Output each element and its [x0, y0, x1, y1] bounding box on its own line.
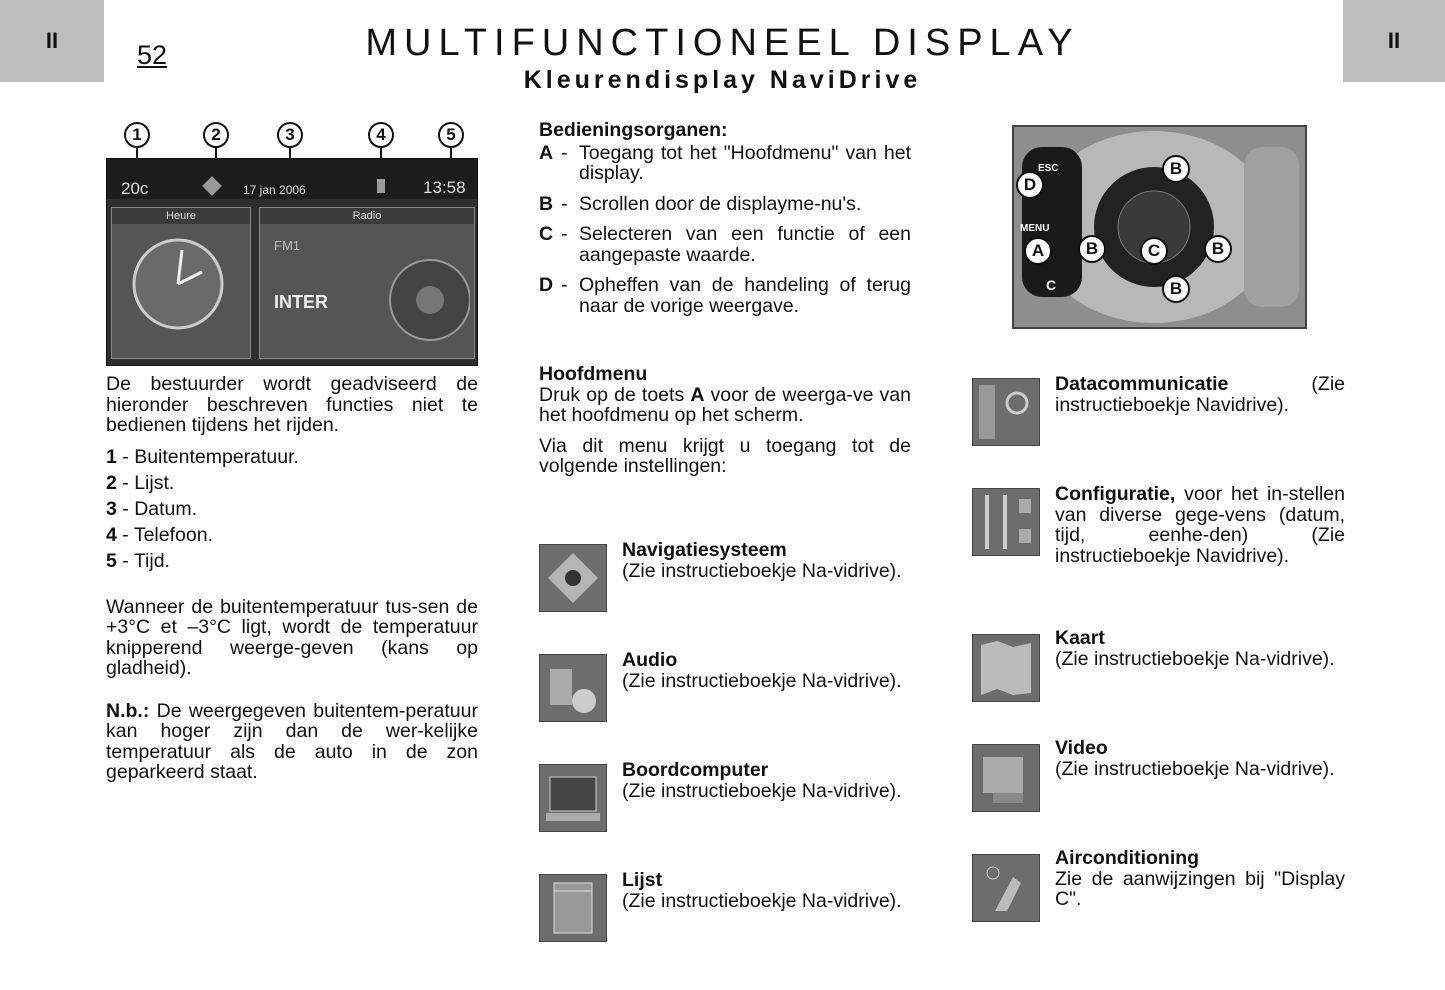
display-temp: 20c — [121, 179, 149, 198]
video-icon — [972, 744, 1040, 812]
list-item: 2 - Lijst. — [106, 471, 175, 494]
menu-item-configuration: Configuratie, voor het in-stellen van diverse gege-vens (datum, tijd, eenhe-den) (Zie instructieboekje Navidrive). — [1055, 483, 1345, 567]
display-time: 13:58 — [423, 178, 466, 197]
marker-3: 3 — [277, 122, 303, 148]
marker-1: 1 — [124, 122, 150, 148]
control-item-b: B - Scrollen door de displayme-nu's. — [539, 192, 862, 215]
radio-panel — [259, 207, 475, 359]
list-item: 3 - Datum. — [106, 497, 198, 520]
audio-icon — [539, 654, 607, 722]
pad-label-b-top: B — [1162, 155, 1190, 183]
navidrive-display-image — [106, 158, 478, 366]
navigation-icon — [539, 544, 607, 612]
menu-item-list: Lijst (Zie instructieboekje Na-vidrive). — [622, 869, 902, 912]
main-menu-heading: Hoofdmenu — [539, 363, 648, 385]
menu-item-map: Kaart (Zie instructieboekje Na-vidrive). — [1055, 627, 1335, 670]
computer-icon — [539, 764, 607, 832]
data-communication-icon — [972, 378, 1040, 446]
clock-panel — [111, 207, 251, 359]
display-markers — [106, 122, 478, 158]
list-icon — [202, 176, 222, 196]
list-item: 1 - Buitentemperatuur. — [106, 445, 299, 468]
column-left — [106, 374, 478, 783]
controls-heading: Bedieningsorganen: — [539, 119, 728, 141]
driving-warning: De bestuurder wordt geadviseerd de hieronder beschreven functies niet te bedienen tijdens het rijden. — [106, 373, 478, 436]
page-title: MULTIFUNCTIONEEL DISPLAY — [365, 22, 1080, 64]
list-item: 4 - Telefoon. — [106, 523, 213, 546]
speaker-icon — [380, 244, 470, 344]
pad-label-d: D — [1016, 171, 1044, 199]
control-item-d: D - Opheffen van de handeling of terug naar de vorige weergave. — [539, 274, 911, 317]
marker-4: 4 — [368, 122, 394, 148]
c-label: C — [1046, 277, 1057, 293]
configuration-icon — [972, 488, 1040, 556]
pad-label-b-left: B — [1078, 235, 1106, 263]
esc-label: ESC — [1038, 163, 1059, 174]
menu-item-data-communication: Datacommunicatie (Zie instructieboekje Navidrive). — [1055, 373, 1345, 416]
display-status-bar — [107, 159, 477, 199]
chapter-tab-left: II — [0, 0, 104, 82]
clock-panel-title: Heure — [112, 208, 250, 224]
radio-panel-title: Radio — [260, 208, 474, 224]
display-legend-list — [106, 447, 478, 577]
marker-2: 2 — [203, 122, 229, 148]
pad-label-a: A — [1024, 237, 1052, 265]
control-pad-image — [1012, 125, 1307, 329]
menu-item-navigation: Navigatiesysteem (Zie instructieboekje Na-vidrive). — [622, 539, 902, 582]
control-item-a: A - Toegang tot het "Hoofdmenu" van het display. — [539, 141, 911, 184]
main-menu-intro: Druk op de toets A voor de weerga-ve van het hoofdmenu op het scherm. — [539, 383, 911, 426]
pad-label-c: C — [1140, 237, 1168, 265]
display-date: 17 jan 2006 — [243, 183, 306, 197]
marker-5: 5 — [438, 122, 464, 148]
control-item-c: C - Selecteren van een functie of een aangepaste waarde. — [539, 223, 911, 266]
menu-item-audio: Audio (Zie instructieboekje Na-vidrive). — [622, 649, 902, 692]
main-menu-access: Via dit menu krijgt u toegang tot de volgende instellingen: — [539, 434, 911, 477]
page-number: 52 — [137, 40, 168, 70]
pad-label-b-bottom: B — [1162, 275, 1190, 303]
temperature-note: Wanneer de buitentemperatuur tus-sen de +3°C et –3°C ligt, wordt de temperatuur knipperend weerge-geven (kans op gladheid). — [106, 595, 478, 679]
radio-station: INTER — [274, 292, 328, 312]
phone-icon — [377, 179, 385, 193]
radio-band: FM1 — [274, 238, 300, 253]
main-menu-section — [539, 364, 911, 477]
map-icon — [972, 634, 1040, 702]
menu-label: MENU — [1020, 223, 1050, 234]
nb-note: N.b.: De weergegeven buitentem-peratuur kan hoger zijn dan de wer-kelijke temperatuur als de auto in de zon geparkeerd staat. — [106, 699, 478, 783]
menu-item-trip-computer: Boordcomputer (Zie instructieboekje Na-vidrive). — [622, 759, 902, 802]
list-item: 5 - Tijd. — [106, 549, 170, 572]
controls-section — [539, 120, 911, 326]
chapter-tab-right: II — [1343, 0, 1445, 82]
page-subtitle: Kleurendisplay NaviDrive — [523, 66, 922, 94]
menu-item-air-conditioning: Airconditioning Zie de aanwijzingen bij "Display C". — [1055, 847, 1345, 910]
menu-item-video: Video (Zie instructieboekje Na-vidrive). — [1055, 737, 1335, 780]
clock-face-icon — [112, 224, 250, 358]
air-conditioning-icon — [972, 854, 1040, 922]
directory-icon — [539, 874, 607, 942]
pad-label-b-right: B — [1204, 235, 1232, 263]
